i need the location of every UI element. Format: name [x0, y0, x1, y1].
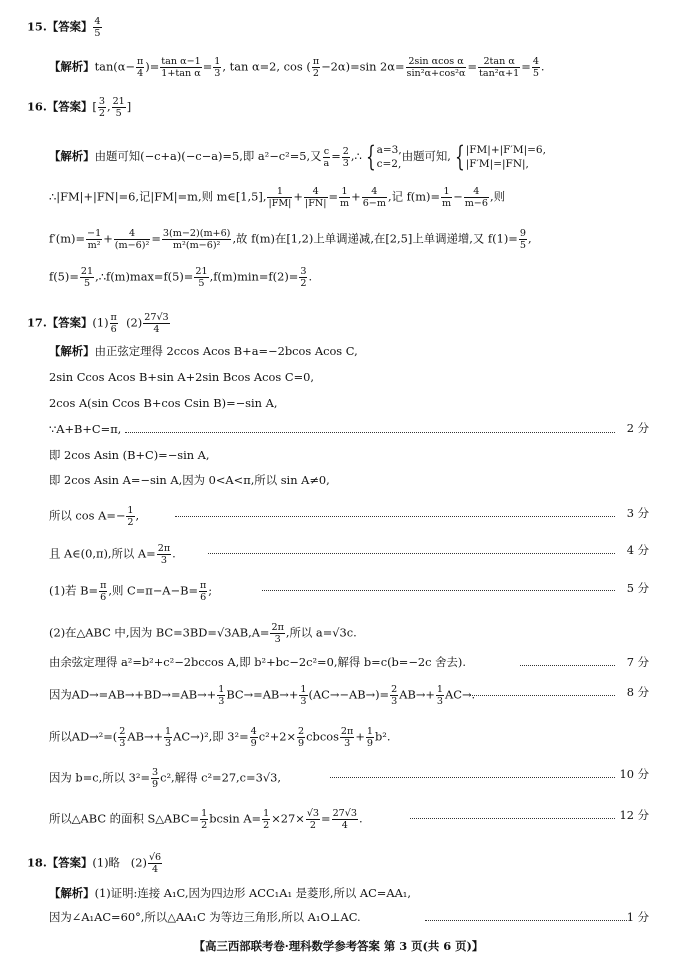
score-4: 4 分 — [626, 543, 649, 557]
q16-analysis-line4: f(5)= $\frac{21}{5}$ ,∴f(m)max=f(5)= $\frac{21}{5}$ ,f(m)min=f(2)= $\frac{3}{2}$ . — [49, 266, 313, 289]
q17-line6: 即 2cos Asin A=−sin A,因为 0<A<π,所以 sin A≠0, — [49, 473, 330, 487]
score-7: 7 分 — [626, 655, 649, 669]
page-footer: 【高三西部联考卷·理科数学参考答案 第 3 页(共 6 页)】 — [193, 939, 484, 953]
q17-line5: 即 2cos Asin (B+C)=−sin A, — [49, 448, 210, 462]
q17-line8: 且 A∈(0,π),所以 A= $\frac{2\pi}{3}$ . — [49, 543, 176, 566]
leader-dots — [330, 777, 615, 778]
q18-line2: 因为∠A₁AC=60°,所以△AA₁C 为等边三角形,所以 A₁O⊥AC. — [49, 910, 361, 924]
q17-line13: 所以AD→²=( $\frac{2}{3}$ AB→+ $\frac{1}{3}$ AC→)²,即 3²= $\frac{4}{9}$ c²+2× $\frac{2}{9}$ cbcos $\frac{2\pi}{3}$ + $\frac{1}{9}$ b². — [49, 726, 391, 749]
leader-dots — [175, 516, 615, 517]
q18-answer: 18.【答案】(1)略 (2) $\frac{√6}{4}$ — [27, 852, 162, 875]
q16-analysis-line2: ∴|FM|+|FN|=6,记|FM|=m,则 m∈[1,5], $\frac{1}{|FM|}$ + $\frac{4}{|FN|}$ = $\frac{1}{m}$ + $\frac{4}{6-m}$ ,记 f(m)= $\frac{1}{m}$ − $\frac{4}{m-6}$ ,则 — [49, 186, 505, 209]
leader-dots — [262, 590, 615, 591]
score-1: 1 分 — [626, 910, 649, 924]
q17-line3: 2cos A(sin Ccos B+cos Csin B)=−sin A, — [49, 396, 278, 410]
q17-line12: 因为AD→=AB→+BD→=AB→+ $\frac{1}{3}$ BC→=AB→+ $\frac{1}{3}$ (AC→−AB→)= $\frac{2}{3}$ AB→+ $\frac{1}{3}$ AC→. — [49, 684, 476, 707]
leader-dots — [208, 553, 615, 554]
q17-line4: ∵A+B+C=π, — [49, 422, 122, 436]
q18-analysis-line1: 【解析】(1)证明:连接 A₁C,因为四边形 ACC₁A₁ 是菱形,所以 AC=AA₁, — [49, 886, 411, 900]
score-3: 3 分 — [626, 506, 649, 520]
score-8: 8 分 — [626, 685, 649, 699]
leader-dots — [410, 818, 615, 819]
score-12: 12 分 — [619, 808, 649, 822]
q15-analysis: 【解析】tan(α− $\frac{\pi}{4}$ )= $\frac{\text{tan α−1}}{\text{1+tan α}}$ = $\frac{1}{3}$ , tan α=2, cos ( $\frac{\pi}{2}$ −2α)=sin 2α= $\frac{\text{2sin αcos α}}{\text{sin²α+cos²α}}$ = $\frac{\text{2tan α}}{\text{tan²α+1}}$ = $\frac{4}{5}$ . — [49, 56, 545, 79]
leader-dots — [470, 695, 615, 696]
q17-line14: 因为 b=c,所以 3²= $\frac{3}{9}$ c²,解得 c²=27,c=3√3, — [49, 767, 281, 790]
leader-dots — [425, 920, 627, 921]
q17-line9: (1)若 B= $\frac{\pi}{6}$ ,则 C=π−A−B= $\frac{\pi}{6}$ ; — [49, 580, 213, 603]
q16-answer: 16.【答案】[ $\frac{3}{2}$ , $\frac{21}{5}$ ] — [27, 96, 132, 119]
q17-line11: 由余弦定理得 a²=b²+c²−2bccos A,即 b²+bc−2c²=0,解得 b=c(b=−2c 舍去). — [49, 655, 466, 669]
q16-analysis-line3: f′(m)= $\frac{-1}{\text{m²}}$ + $\frac{4}{\text{(m−6)²}}$ = $\frac{3(m-2)(m+6)}{\text{m²(m−6)²}}$ ,故 f(m)在[1,2)上单调递减,在[2,5]上单调递增,又 f(1)= $\frac{9}{5}$ , — [49, 228, 532, 251]
q17-line2: 2sin Ccos Acos B+sin A+2sin Bcos Acos C=0, — [49, 370, 314, 384]
q17-line7: 所以 cos A=− $\frac{1}{2}$ , — [49, 505, 140, 528]
q17-answer: 17.【答案】(1) $\frac{\pi}{6}$ (2) $\frac{27√3}{4}$ — [27, 312, 169, 335]
score-10: 10 分 — [619, 767, 649, 781]
q15-answer: 15.【答案】 $\frac{4}{5}$ — [27, 16, 101, 39]
q17-line10: (2)在△ABC 中,因为 BC=3BD=√3AB,A= $\frac{2\pi}{3}$ ,所以 a=√3c. — [49, 622, 357, 645]
score-5: 5 分 — [626, 581, 649, 595]
leader-dots — [125, 432, 615, 433]
q16-analysis-line1: 【解析】由题可知(−c+a)(−c−a)=5,即 a²−c²=5,又 $\frac{c}{a}$ = $\frac{2}{3}$ ,∴ { a=3, c=2, 由题可知, { |FM|+|F′M|=6, |F′M|=|FN|, — [49, 140, 546, 173]
q17-analysis-line1: 【解析】由正弦定理得 2ccos Acos B+a=−2bcos Acos C, — [49, 344, 358, 358]
leader-dots — [520, 665, 615, 666]
q17-line15: 所以△ABC 的面积 S△ABC= $\frac{1}{2}$ bcsin A= $\frac{1}{2}$ ×27× $\frac{√3}{2}$ = $\frac{27√3}{4}$ . — [49, 808, 363, 831]
score-2: 2 分 — [626, 421, 649, 435]
